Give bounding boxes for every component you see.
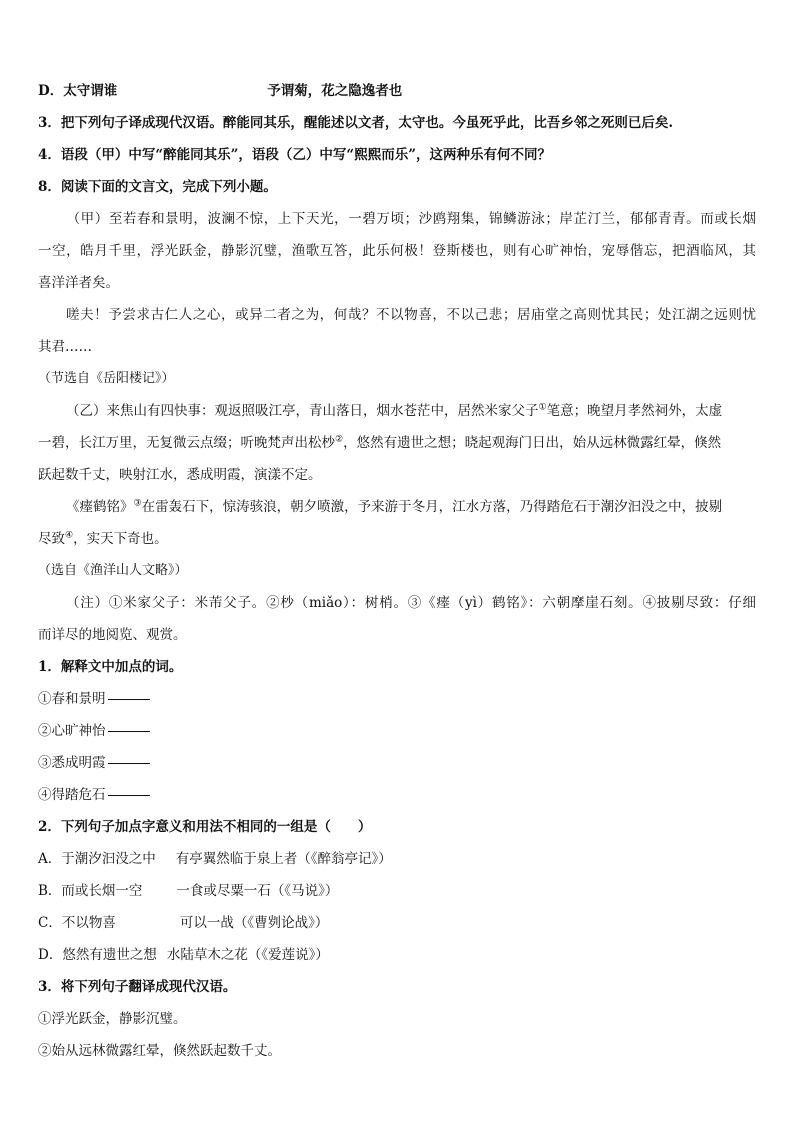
sub2-option-c-right: 可以一战（《曹刿论战》） [179, 915, 329, 931]
sub1-item-2 [38, 722, 758, 740]
source-yuyang: （选自《渔洋山人文略》） [38, 563, 188, 578]
option-d-left: D．太守谓谁 [38, 83, 118, 99]
footnote-marker-4: ④ [65, 530, 74, 541]
passage-yi-text-1b: 笔意；晚望月孝然祠外，太虚 [546, 403, 723, 419]
sub2-option-a[interactable] [38, 850, 758, 868]
sub2-option-d-left: D．悠然有遗世之想 [38, 947, 157, 963]
sub2-option-d-right: 水陆草木之花（《爱莲说》） [166, 947, 329, 963]
sub2-option-b-left: B．而或长烟一空 [38, 883, 143, 899]
answer-blank-2[interactable] [108, 730, 150, 732]
question-3-translate: 3．把下列句子译成现代汉语。醉能同其乐，醒能述以文者，太守也。今虽死乎此，比吾乡邻之死则已后矣. [38, 115, 674, 131]
passage-jia-line-4: 嗟夫！予尝求古仁人之心，或异二者之为，何哉？不以物喜，不以己悲；居庙堂之高则忧其民；处江湖之远则忧 [66, 307, 756, 323]
footnote-marker-3: ③ [133, 498, 142, 509]
passage-yi-text-5b: ，实天下奇也。 [73, 531, 168, 547]
sub1-item-3 [38, 754, 758, 772]
passage-yi-text-2a: 一碧，长江万里，无复微云点缀；听晚梵声出松杪 [38, 435, 335, 451]
sub2-option-c-left: C．不以物喜 [38, 915, 116, 931]
sub1-item-4 [38, 786, 758, 804]
passage-yi-text-4b: 在雷轰石下，惊涛骇浪，朝夕喷激，予来游于冬月，江水方落，乃得踏危石于潮汐汩没之中，披剔 [141, 499, 723, 515]
passage-yi-line-4 [66, 498, 756, 516]
sub2-option-b[interactable] [38, 882, 758, 900]
option-d-row [38, 82, 758, 100]
footnote-marker-1: ① [538, 402, 547, 413]
sub2-option-a-left: A．于潮汐汩没之中 [38, 851, 156, 867]
passage-yi-text-1a: （乙）来焦山有四快事：观返照吸江亭，青山落日，烟水苍茫中，居然米家父子 [66, 403, 539, 419]
option-d-right: 予谓菊，花之隐逸者也 [267, 83, 403, 99]
sub-question-1-heading: 1．解释文中加点的词。 [38, 659, 183, 675]
passage-yi-text-4a: 《瘗鹤铭》 [66, 499, 134, 515]
sub1-item-2-text: ②心旷神怡 [38, 723, 106, 739]
sub2-option-a-right: 有亭翼然临于泉上者（《醉翁亭记》） [175, 851, 392, 867]
source-yueyanglou: （节选自《岳阳楼记》） [38, 371, 175, 386]
passage-jia-line-5: 其君…… [38, 339, 92, 355]
answer-blank-4[interactable] [108, 794, 150, 796]
sub3-sentence-1: ①浮光跃金，静影沉璧。 [38, 1011, 187, 1027]
sub-question-2-heading: 2．下列句子加点字意义和用法不相同的一组是（ ） [38, 819, 372, 835]
sub-question-3-heading: 3．将下列句子翻译成现代汉语。 [38, 979, 237, 995]
sub2-option-d[interactable] [38, 946, 758, 964]
passage-yi-line-1 [66, 402, 756, 420]
passage-jia-line-2: 一空，皓月千里，浮光跃金，静影沉璧，渔歌互答，此乐何极！登斯楼也，则有心旷神怡，宠辱偕忘，把酒临风，其 [38, 243, 756, 259]
footnote-marker-2: ② [335, 434, 344, 445]
passage-yi-line-3: 跃起数千丈，映射江水，悉成明霞，演漾不定。 [38, 467, 322, 483]
answer-blank-3[interactable] [108, 762, 150, 764]
question-8-heading: 8．阅读下面的文言文，完成下列小题。 [38, 179, 277, 195]
passage-yi-text-5a: 尽致 [38, 531, 65, 547]
sub1-item-1-text: ①春和景明 [38, 691, 106, 707]
sub1-item-1 [38, 690, 758, 708]
question-4: 4．语段（甲）中写“醉能同其乐”，语段（乙）中写“熙熙而乐”，这两种乐有何不同？ [38, 147, 551, 163]
notes-line-1: （注）①米家父子：米芾父子。②杪（miǎo）：树梢。③《瘗（yì）鹤铭》：六朝摩崖石刻。④披剔尽致：仔细 [66, 595, 756, 611]
answer-blank-1[interactable] [108, 698, 150, 700]
passage-yi-line-2 [38, 434, 758, 452]
passage-jia-line-1 [38, 210, 756, 228]
passage-yi-text-2b: ，悠然有遗世之想；晓起观海门日出，始从远林微露红晕，倏然 [343, 435, 722, 451]
sub1-item-4-text: ④得踏危石 [38, 787, 106, 803]
sub2-option-b-right: 一食或尽粟一石（《马说》） [176, 883, 339, 899]
passage-jia-line-3: 喜洋洋者矣。 [38, 275, 119, 291]
sub2-option-c[interactable] [38, 914, 758, 932]
sub3-sentence-2: ②始从远林微露红晕，倏然跃起数千丈。 [38, 1043, 281, 1059]
passage-jia-text-1: （甲）至若春和景明，波澜不惊，上下天光，一碧万顷；沙鸥翔集，锦鳞游泳；岸芷汀兰，郁郁青青。而或长烟 [66, 211, 756, 227]
passage-yi-line-5 [38, 530, 758, 548]
sub1-item-3-text: ③悉成明霞 [38, 755, 106, 771]
notes-line-2: 而详尽的地阅览、观赏。 [38, 627, 187, 643]
